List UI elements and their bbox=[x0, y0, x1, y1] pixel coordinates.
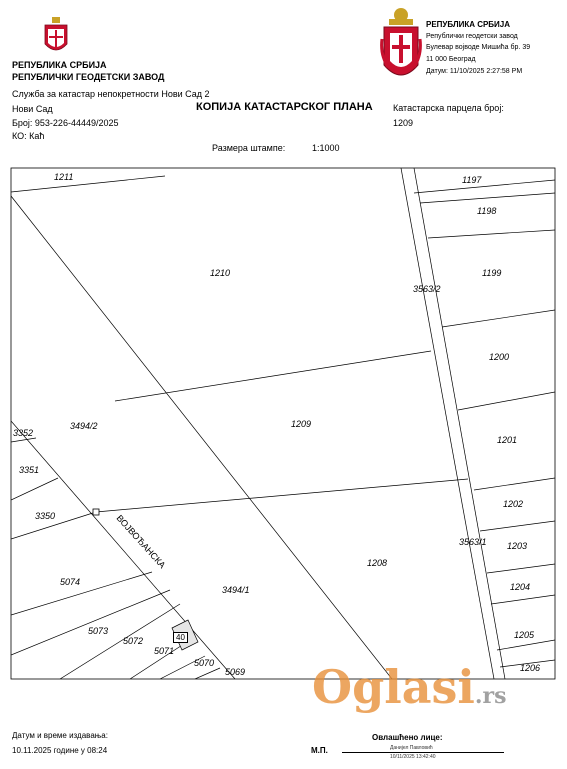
parcel-label-5073: 5073 bbox=[88, 626, 109, 636]
parcel-label-1205: 1205 bbox=[514, 630, 535, 640]
parcel-label-1206: 1206 bbox=[520, 663, 541, 673]
mp-label: М.П. bbox=[311, 746, 328, 755]
survey-point-icon bbox=[93, 509, 99, 515]
parcel-boundary bbox=[491, 595, 555, 604]
parcel-label-1210: 1210 bbox=[210, 268, 231, 278]
parcel-boundary bbox=[11, 590, 170, 655]
parcel-boundary bbox=[11, 176, 165, 192]
watermark-brand: Oglasi bbox=[312, 660, 475, 714]
scale-label: Размера штампе: bbox=[212, 143, 286, 153]
scale-value: 1:1000 bbox=[312, 143, 340, 153]
parcel-boundary bbox=[420, 193, 555, 203]
road-edge bbox=[414, 168, 505, 679]
parcel-boundary bbox=[480, 521, 555, 531]
parcel-label: Катастарска парцела број: bbox=[393, 103, 504, 113]
parcel-label-1203: 1203 bbox=[507, 541, 528, 551]
road-edge bbox=[401, 168, 497, 679]
header-left-number: Број: 953-226-44449/2025 bbox=[12, 118, 119, 128]
street-label: ВОЈВОЂАНСКА bbox=[114, 513, 168, 571]
parcel-boundary bbox=[428, 230, 555, 238]
parcel-boundary bbox=[60, 604, 180, 679]
header-left-ko: КО: Каћ bbox=[12, 131, 45, 141]
header-right-postal: 11 000 Београд bbox=[426, 56, 476, 63]
signature-date: 10/11/2025 13:42:40 bbox=[390, 754, 436, 760]
parcel-label-1202: 1202 bbox=[503, 499, 524, 509]
parcel-label-3352: 3352 bbox=[13, 428, 34, 438]
parcel-label-3351: 3351 bbox=[19, 465, 40, 475]
parcel-boundary bbox=[487, 564, 555, 573]
parcel-label-1199: 1199 bbox=[482, 268, 502, 278]
header-right-agency: Републички геодетски завод bbox=[426, 33, 518, 40]
parcel-boundary bbox=[11, 438, 36, 442]
parcel-label-1209: 1209 bbox=[291, 419, 312, 429]
parcel-label-1201: 1201 bbox=[497, 435, 518, 445]
parcel-boundary bbox=[474, 478, 555, 490]
parcel-boundary bbox=[11, 196, 392, 679]
parcel-label-3494-1: 3494/1 bbox=[222, 585, 250, 595]
parcel-label-1204: 1204 bbox=[510, 582, 531, 592]
header-left-agency: РЕПУБЛИЧКИ ГЕОДЕТСКИ ЗАВОД bbox=[12, 72, 165, 82]
parcel-label-1200: 1200 bbox=[489, 352, 510, 362]
watermark-tld: .rs bbox=[474, 683, 507, 709]
parcel-label-5070: 5070 bbox=[194, 658, 215, 668]
issued-value: 10.11.2025 године у 08:24 bbox=[12, 746, 108, 755]
header-left-city: Нови Сад bbox=[12, 104, 53, 114]
signature-line bbox=[342, 752, 504, 753]
header-right-date: Датум: 11/10/2025 2:27:58 PM bbox=[426, 68, 523, 75]
issued-label: Датум и време издавања: bbox=[12, 731, 108, 740]
header-left-republic: РЕПУБЛИКА СРБИЈА bbox=[12, 60, 107, 70]
parcel-boundary bbox=[442, 310, 555, 327]
parcel-boundary bbox=[11, 572, 152, 615]
parcel-label-5069: 5069 bbox=[225, 667, 246, 677]
parcel-label-5072: 5072 bbox=[123, 636, 144, 646]
authorized-label: Овлашћено лице: bbox=[372, 733, 443, 742]
parcel-label-3563-2: 3563/2 bbox=[413, 284, 441, 294]
parcel-boundary bbox=[96, 479, 468, 512]
header-right-address: Булевар војводе Мишића бр. 39 bbox=[426, 44, 531, 51]
parcel-label-1198: 1198 bbox=[477, 206, 497, 216]
parcel-label-3494-2: 3494/2 bbox=[70, 421, 98, 431]
parcel-boundary bbox=[458, 392, 555, 410]
parcel-boundary bbox=[497, 640, 555, 650]
document-title: КОПИЈА КАТАСТАРСКОГ ПЛАНА bbox=[196, 101, 373, 113]
signature-name: Данијел Павловић bbox=[390, 745, 433, 751]
watermark-logo bbox=[312, 660, 507, 714]
house-number: 40 bbox=[173, 632, 188, 643]
parcel-label-3350: 3350 bbox=[35, 511, 56, 521]
header-left-service: Служба за катастар непокретности Нови Сад 2 bbox=[12, 89, 210, 99]
parcel-label-1197: 1197 bbox=[462, 175, 482, 185]
parcel-boundary bbox=[11, 478, 58, 500]
parcel-boundary bbox=[195, 668, 220, 679]
parcel-label-5071: 5071 bbox=[154, 646, 175, 656]
parcel-label-1208: 1208 bbox=[367, 558, 388, 568]
parcel-label-1211: 1211 bbox=[54, 172, 74, 182]
header-right-republic: РЕПУБЛИКА СРБИЈА bbox=[426, 20, 511, 29]
parcel-label-5074: 5074 bbox=[60, 577, 81, 587]
parcel-number: 1209 bbox=[393, 118, 414, 128]
parcel-label-3563-1: 3563/1 bbox=[459, 537, 487, 547]
parcel-boundary bbox=[414, 180, 555, 193]
parcel-boundary bbox=[115, 351, 431, 401]
